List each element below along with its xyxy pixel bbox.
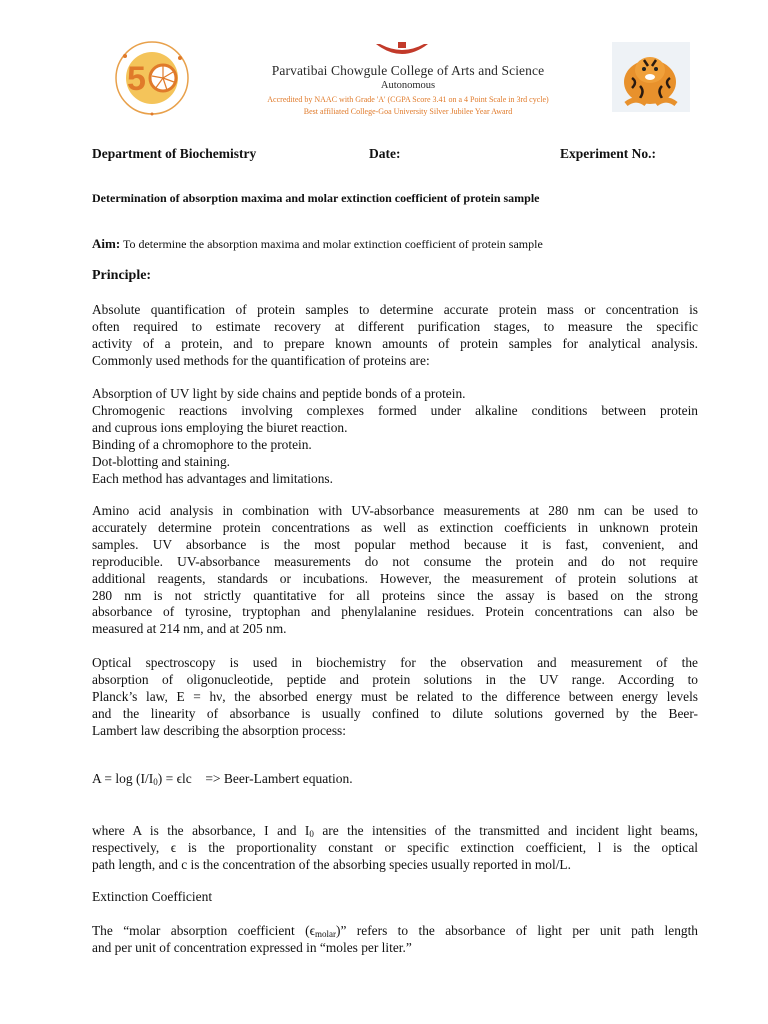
principle-heading: Principle: (92, 268, 152, 283)
text-line: reproducible. UV-absorbance measurements do not consume the protein and do not require (92, 553, 698, 569)
methods-list (92, 386, 698, 487)
text-line: and per unit of concentration expressed in “moles per liter.” (92, 939, 412, 955)
text-line: samples. UV absorbance is the most popular method because it is fast, convenient, and (92, 536, 698, 552)
principle-paragraph-1 (92, 302, 698, 370)
equation-rhs: ) = ϵlc (157, 771, 192, 786)
text-fragment: are the intensities of the transmitted and incident light beams, (313, 823, 698, 838)
principle-paragraph-2 (92, 503, 698, 638)
list-item: and cuprous ions employing the biuret reaction. (92, 419, 348, 435)
tiger-logo-icon (612, 42, 690, 112)
text-line (92, 823, 698, 840)
list-item: Absorption of UV light by side chains and peptide bonds of a protein. (92, 386, 466, 401)
subscript: 0 (309, 829, 314, 839)
text-line: often required to estimate recovery at different purification stages, to measure the specific (92, 318, 698, 334)
text-line: path length, and c is the concentration of the absorbing species usually reported in mol/L. (92, 856, 571, 872)
text-line: Planck’s law, E = hν, the absorbed energy must be related to the difference between energy levels (92, 688, 698, 704)
text-line: absorbance of tyrosine, tryptophan and phenylalanine residues. Protein concentrations can also be (92, 604, 698, 620)
experiment-label: Experiment No.: (560, 146, 656, 161)
text-line: Commonly used methods for the quantification of proteins are: (92, 352, 430, 368)
text-line: respectively, ϵ is the proportionality constant or specific extinction coefficient, l is the optical (92, 839, 698, 855)
equation-lhs: A = log (I/I (92, 771, 154, 786)
list-item: Dot-blotting and staining. (92, 453, 230, 469)
college-status: Autonomous (380, 80, 436, 91)
award-text: Best affiliated College-Goa University Silver Jubilee Year Award (303, 107, 513, 116)
text-line: accurately determine protein concentrations as well as extinction coefficients in unknown protein (92, 519, 698, 535)
list-item: Chromogenic reactions involving complexes formed under alkaline conditions between protein (92, 402, 698, 418)
text-line: 280 nm is not strictly quantitative for all proteins since the assay is based on the strong (92, 587, 698, 603)
text-line: absorption of oligonucleotide, peptide and protein solutions in the UV range. According to (92, 671, 698, 687)
aim-label: Aim: (92, 236, 121, 251)
text-line (92, 923, 698, 940)
beer-lambert-equation (92, 771, 353, 787)
date-label: Date: (369, 146, 401, 161)
list-item: Each method has advantages and limitations. (92, 470, 333, 486)
text-fragment: The “molar absorption coefficient (ϵ (92, 923, 315, 938)
text-line: Absolute quantification of protein samples to determine accurate protein mass or concentration is (92, 302, 698, 317)
aim-line (92, 236, 543, 252)
extinction-coefficient-heading: Extinction Coefficient (92, 889, 213, 904)
college-emblem-icon (374, 42, 430, 60)
jubilee-logo-icon (105, 38, 200, 118)
equation-explanation (92, 823, 698, 874)
text-line: Optical spectroscopy is used in biochemistry for the observation and measurement of the (92, 655, 698, 670)
accreditation-text: Accredited by NAAC with Grade 'A' (CGPA Score 3.41 on a 4 Point Scale in 3rd cycle) (267, 95, 549, 104)
text-fragment: where A is the absorbance, I and I (92, 823, 310, 838)
list-item: Binding of a chromophore to the protein. (92, 436, 312, 452)
text-fragment: )” refers to the absorbance of light per unit path length (336, 923, 698, 938)
text-line: Lambert law describing the absorption process: (92, 722, 346, 738)
text-line: and the linearity of absorbance is usually confined to dilute solutions governed by the Beer- (92, 705, 698, 721)
equation-subscript: 0 (153, 777, 158, 787)
aim-text: To determine the absorption maxima and molar extinction coefficient of protein sample (122, 237, 543, 251)
text-line: additional reagents, standards or incubations. However, the measurement of protein solutions at (92, 570, 698, 586)
equation-label: => Beer-Lambert equation. (205, 771, 353, 786)
text-line: Amino acid analysis in combination with UV-absorbance measurements at 280 nm can be used to (92, 503, 698, 518)
college-name: Parvatibai Chowgule College of Arts and Science (271, 63, 545, 78)
extinction-paragraph (92, 923, 698, 957)
subscript: molar (315, 929, 336, 939)
department-label: Department of Biochemistry (92, 146, 257, 161)
text-line: measured at 214 nm, and at 205 nm. (92, 621, 287, 637)
experiment-title: Determination of absorption maxima and molar extinction coefficient of protein sample (92, 191, 540, 205)
text-line: activity of a protein, and to prepare known amounts of protein samples for analytical analysis. (92, 335, 698, 351)
svg-text:5: 5 (127, 60, 146, 98)
principle-paragraph-3 (92, 655, 698, 740)
